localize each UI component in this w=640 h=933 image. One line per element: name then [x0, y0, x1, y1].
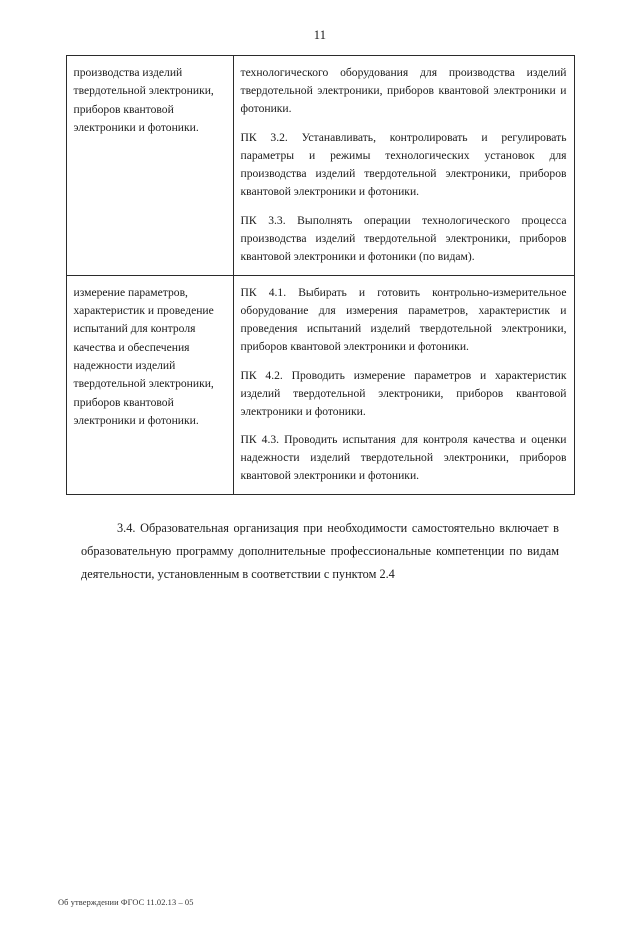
document-page	[0, 28, 640, 933]
activity-text: производства изделий твердотельной электроники, приборов квантовой электроники и фотоники.	[73, 66, 214, 134]
competency-paragraph: ПК 3.2. Устанавливать, контролировать и регулировать параметры и режимы технологических установок для производства изделий твердотельной электроники, приборов квантовой электроники и фотоники.	[240, 130, 567, 198]
competency-paragraph: технологического оборудования для производства изделий твердотельной электроники, приборов квантовой электроники и фотоники.	[240, 66, 567, 115]
competencies-table	[66, 55, 575, 495]
table-row	[66, 56, 574, 276]
competency-paragraph: ПК 4.1. Выбирать и готовить контрольно-измерительное оборудование для измерения параметров, характеристик и проведения испытаний изделий твердотельной электроники, приборов квантовой электроники и фотоники.	[240, 285, 567, 353]
competency-paragraph: ПК 4.2. Проводить измерение параметров и характеристик изделий твердотельной электроники, приборов квантовой электроники и фотоники.	[240, 368, 567, 418]
table-cell-activity	[66, 275, 233, 495]
table-row	[66, 275, 574, 495]
table-cell-competencies	[233, 56, 574, 276]
activity-text: измерение параметров, характеристик и проведение испытаний для контроля качества и обеспечения надежности изделий твердотельной электроники, приборов квантовой электроники и фотоники.	[73, 285, 214, 427]
footer-note: Об утверждении ФГОС 11.02.13 – 05	[58, 898, 194, 907]
competency-paragraph: ПК 3.3. Выполнять операции технологического процесса производства изделий твердотельной электроники, приборов квантовой электроники и фотоники (по видам).	[240, 213, 567, 263]
competency-paragraph: ПК 4.3. Проводить испытания для контроля качества и оценки надежности изделий твердотельной электроники, приборов квантовой электроники и фотоники.	[240, 433, 567, 483]
page-number: 11	[313, 28, 327, 42]
body-paragraph: 3.4. Образовательная организация при необходимости самостоятельно включает в образовательную программу дополнительные профессиональные компетенции по видам деятельности, установленным в соответствии с пунктом 2.4	[81, 521, 559, 581]
table-cell-activity	[66, 56, 233, 276]
table-cell-competencies	[233, 275, 574, 495]
